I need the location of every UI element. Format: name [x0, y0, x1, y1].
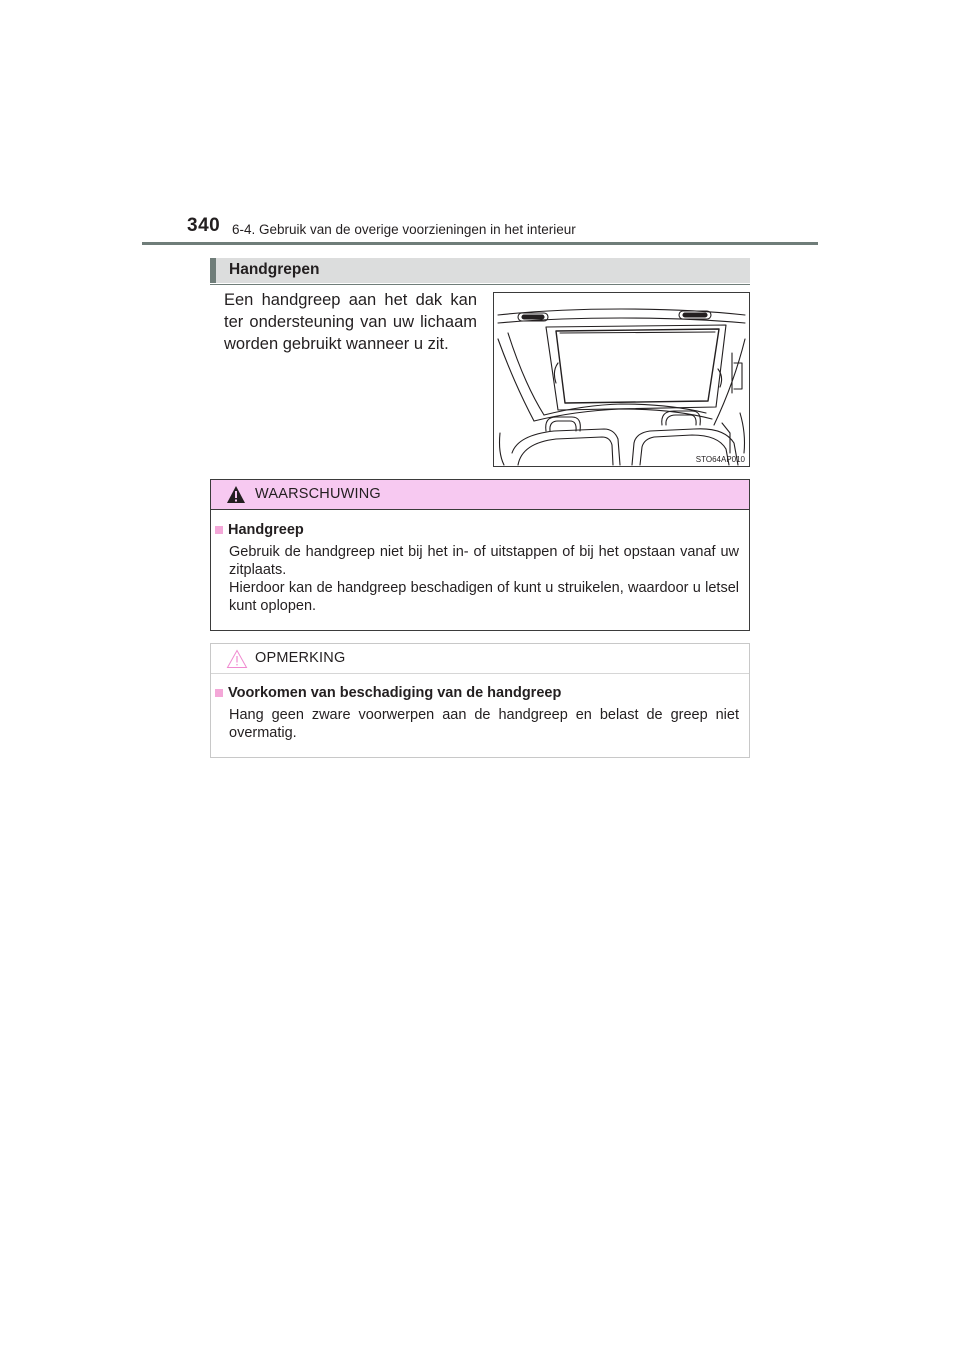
roof-handle-illustration — [493, 292, 750, 467]
warning-subhead — [215, 522, 304, 538]
notice-header — [211, 644, 749, 674]
warning-title: WAARSCHUWING — [255, 486, 381, 502]
page-number: 340 — [187, 215, 221, 236]
header-rule — [142, 242, 818, 245]
car-roof-drawing — [494, 293, 749, 466]
section-title: Handgrepen — [229, 261, 320, 278]
notice-text: Hang geen zware voorwerpen aan de handgreep en belast de greep niet overmatig. — [229, 707, 739, 741]
section-underline — [210, 284, 750, 285]
warning-box — [210, 479, 750, 631]
square-bullet-icon — [215, 526, 223, 534]
running-head: 6-4. Gebruik van de overige voorzieningen in het interieur — [232, 222, 576, 237]
warning-text-2: Hierdoor kan de handgreep beschadigen of kunt u struikelen, waardoor u letsel kunt oplopen. — [229, 580, 739, 614]
warning-subhead-text: Handgreep — [228, 522, 304, 538]
warning-triangle-icon — [226, 485, 246, 504]
warning-text-1: Gebruik de handgreep niet bij het in- of uitstappen of bij het opstaan vanaf uw zitplaats. — [229, 544, 739, 578]
warning-header — [211, 480, 749, 510]
section-heading — [210, 258, 750, 283]
notice-title: OPMERKING — [255, 650, 346, 666]
intro-paragraph: Een handgreep aan het dak kan ter ondersteuning van uw lichaam worden gebruikt wanneer u zit. — [224, 291, 477, 353]
caution-outline-icon — [226, 649, 248, 669]
notice-subhead-text: Voorkomen van beschadiging van de handgreep — [228, 685, 562, 701]
square-bullet-icon — [215, 689, 223, 697]
notice-subhead — [215, 685, 561, 701]
figure-code: STO64AP010 — [695, 455, 745, 464]
notice-box — [210, 643, 750, 758]
